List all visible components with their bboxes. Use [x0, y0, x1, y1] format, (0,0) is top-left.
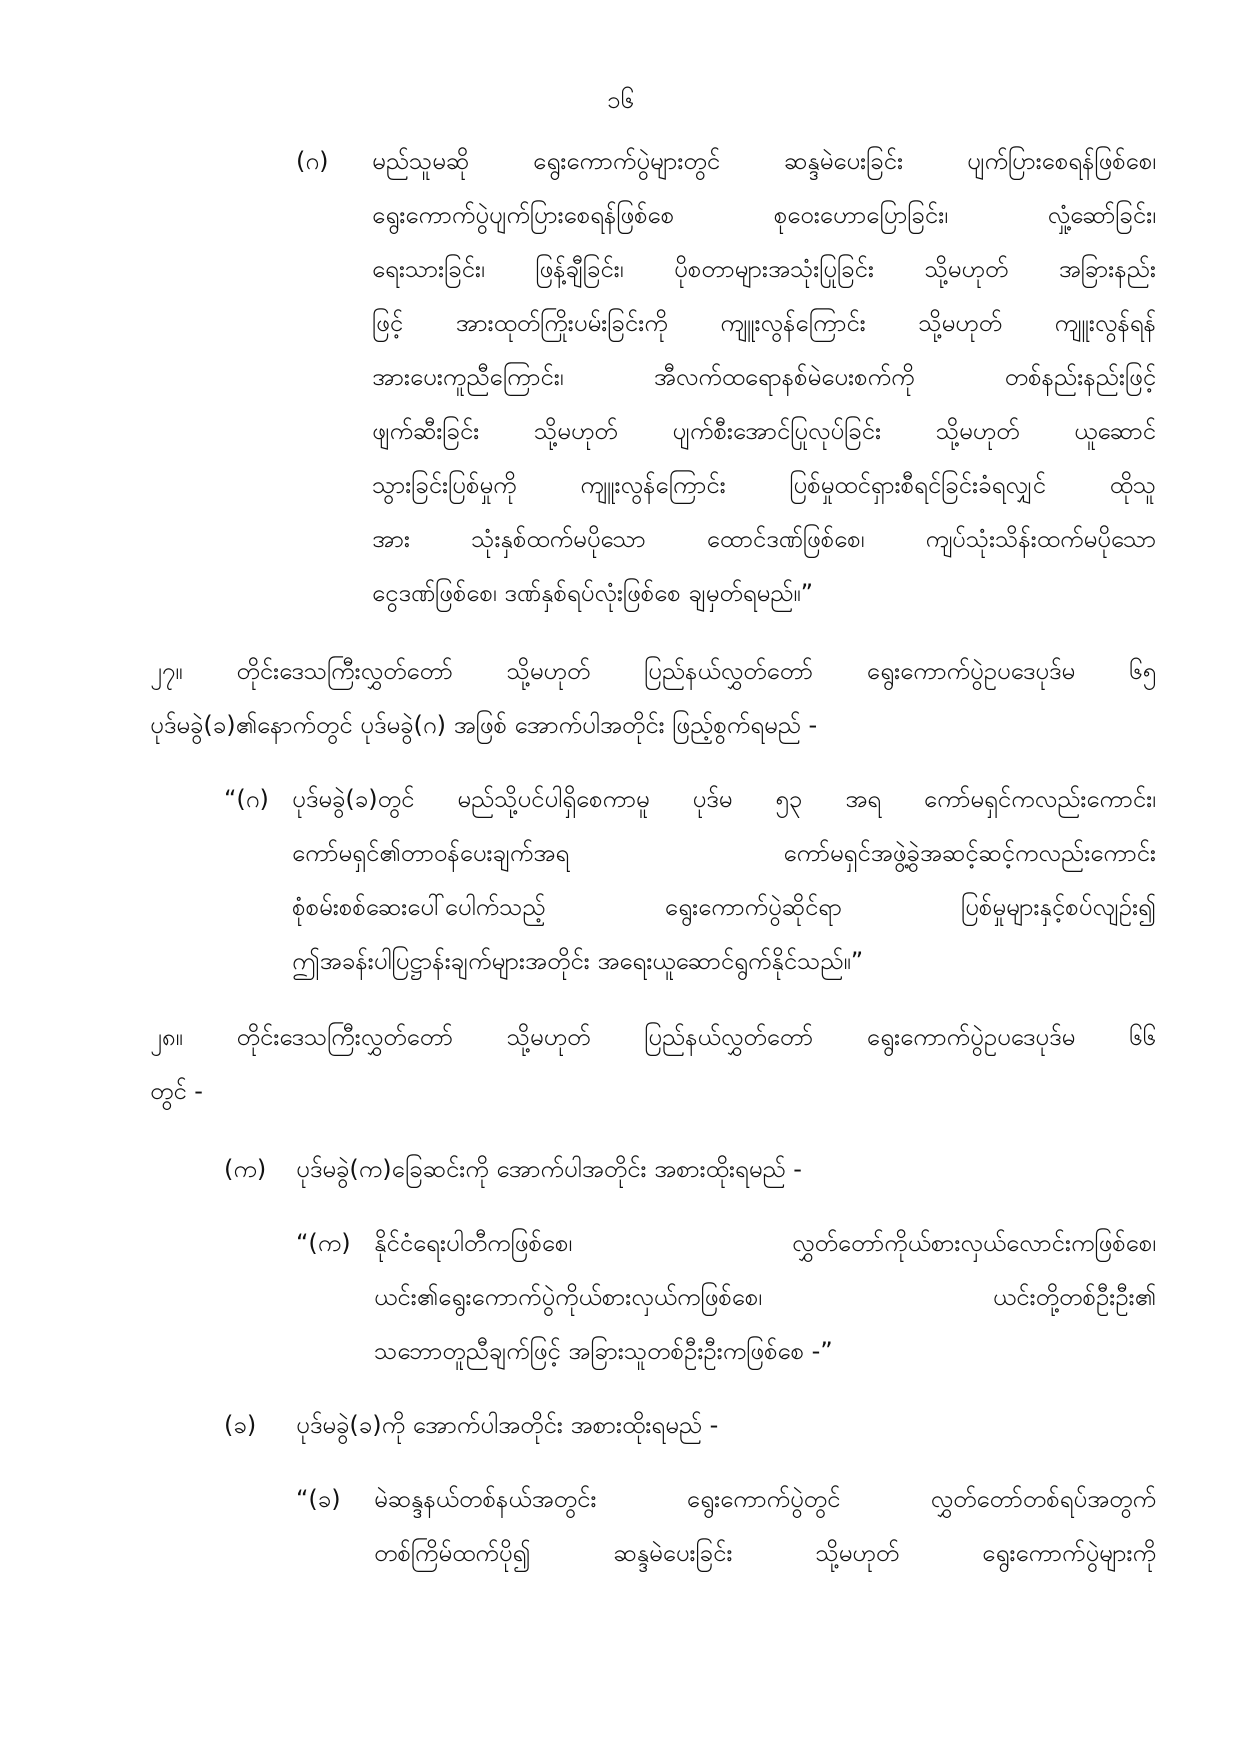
quote-marker-ga: “(ဂ) [224, 785, 269, 813]
quote-marker-kha: “(ခ) [296, 1485, 341, 1513]
ga-quote-line-2: ကော်မရှင်၏တာဝန်ပေးချက်အရ ကော်မရှင်အဖွဲ့ခွဲအဆင့်ဆင့်ကလည်းကောင်း [292, 839, 1156, 867]
kha-quote-line-2: တစ်ကြိမ်ထက်ပို၍ ဆန္ဒမဲပေးခြင်း သို့မဟုတ် ရွေးကောက်ပွဲများကို [374, 1539, 1156, 1567]
ga-item-line-4: ဖြင့် အားထုတ်ကြိုးပမ်းခြင်းကို ကျူးလွန်ကြောင်း သို့မဟုတ် ကျူးလွန်ရန် [372, 309, 1156, 337]
item-marker-ka: (က) [224, 1155, 267, 1183]
item-marker-ga: (ဂ) [296, 147, 329, 175]
ga-item-line-8: အား သုံးနှစ်ထက်မပိုသော ထောင်ဒဏ်ဖြစ်စေ၊ ကျပ်သုံးသိန်းထက်မပိုသော [372, 525, 1156, 553]
item-marker-kha: (ခ) [224, 1411, 257, 1439]
kha-quote-line-1: မဲဆန္ဒနယ်တစ်နယ်အတွင်း ရွေးကောက်ပွဲတွင် လွှတ်တော်တစ်ရပ်အတွက် [374, 1485, 1156, 1513]
section-27-line-2: ပုဒ်မခွဲ(ခ)၏နောက်တွင် ပုဒ်မခွဲ(ဂ) အဖြစ် အောက်ပါအတိုင်း ဖြည့်စွက်ရမည် - [150, 711, 818, 739]
page-number: ၁၆ [607, 86, 634, 114]
ga-quote-last-line: ဤအခန်းပါပြဋ္ဌာန်းချက်များအတိုင်း အရေးယူဆောင်ရွက်နိုင်သည်။” [292, 947, 864, 975]
quote-marker-ka: “(က) [296, 1229, 351, 1257]
ga-item-line-2: ရွေးကောက်ပွဲပျက်ပြားစေရန်ဖြစ်စေ စုဝေးဟောပြောခြင်း၊ လှုံ့ဆော်ခြင်း၊ [372, 201, 1156, 229]
ga-item-line-5: အားပေးကူညီကြောင်း၊ အီလက်ထရောနစ်မဲပေးစက်ကို တစ်နည်းနည်းဖြင့် [372, 363, 1156, 391]
ka-quote-line-1: နိုင်ငံရေးပါတီကဖြစ်စေ၊ လွှတ်တော်ကိုယ်စားလှယ်လောင်းကဖြစ်စေ၊ [374, 1229, 1156, 1257]
ka-quote-line-2: ယင်း၏ရွေးကောက်ပွဲကိုယ်စားလှယ်ကဖြစ်စေ၊ ယင်းတို့တစ်ဦးဦး၏ [374, 1283, 1156, 1311]
section-28-heading: ၂၈။ တိုင်းဒေသကြီးလွှတ်တော် သို့မဟုတ် ပြည်နယ်လွှတ်တော် ရွေးကောက်ပွဲဥပဒေပုဒ်မ ၆၆ [150, 1014, 1156, 1060]
kha-item-text: ပုဒ်မခွဲ(ခ)ကို အောက်ပါအတိုင်း အစားထိုးရမည် - [296, 1411, 719, 1439]
ga-quote-line-1: ပုဒ်မခွဲ(ခ)တွင် မည်သို့ပင်ပါရှိစေကာမူ ပုဒ်မ ၅၃ အရ ကော်မရှင်ကလည်းကောင်း၊ [292, 785, 1156, 813]
section-28-line-2: တွင် - [150, 1077, 203, 1105]
ga-item-line-1: မည်သူမဆို ရွေးကောက်ပွဲများတွင် ဆန္ဒမဲပေးခြင်း ပျက်ပြားစေရန်ဖြစ်စေ၊ [372, 147, 1156, 175]
ka-item-text: ပုဒ်မခွဲ(က)ခြေဆင်းကို အောက်ပါအတိုင်း အစားထိုးရမည် - [296, 1155, 802, 1183]
ga-quote-line-3: စုံစမ်းစစ်ဆေးပေါ်ပေါက်သည့် ရွေးကောက်ပွဲဆိုင်ရာ ပြစ်မှုများနှင့်စပ်လျဉ်း၍ [292, 893, 1156, 921]
ga-item-line-3: ရေးသားခြင်း၊ ဖြန့်ချီခြင်း၊ ပိုစတာများအသုံးပြုခြင်း သို့မဟုတ် အခြားနည်း [372, 255, 1156, 283]
ka-quote-last-line: သဘောတူညီချက်ဖြင့် အခြားသူတစ်ဦးဦးကဖြစ်စေ -” [374, 1337, 833, 1365]
ga-item-last-line: ငွေဒဏ်ဖြစ်စေ၊ ဒဏ်နှစ်ရပ်လုံးဖြစ်စေ ချမှတ်ရမည်။” [372, 579, 814, 607]
ga-item-line-7: သွားခြင်းပြစ်မှုကို ကျူးလွန်ကြောင်း ပြစ်မှုထင်ရှားစီရင်ခြင်းခံရလျှင် ထိုသူ [372, 471, 1156, 499]
section-28-number: ၂၈။ [150, 1023, 183, 1051]
section-27-heading: ၂၇။ တိုင်းဒေသကြီးလွှတ်တော် သို့မဟုတ် ပြည်နယ်လွှတ်တော် ရွေးကောက်ပွဲဥပဒေပုဒ်မ ၆၅ [150, 648, 1156, 694]
ga-item-line-6: ဖျက်ဆီးခြင်း သို့မဟုတ် ပျက်စီးအောင်ပြုလုပ်ခြင်း သို့မဟုတ် ယူဆောင် [372, 417, 1156, 445]
section-27-number: ၂၇။ [150, 657, 183, 685]
